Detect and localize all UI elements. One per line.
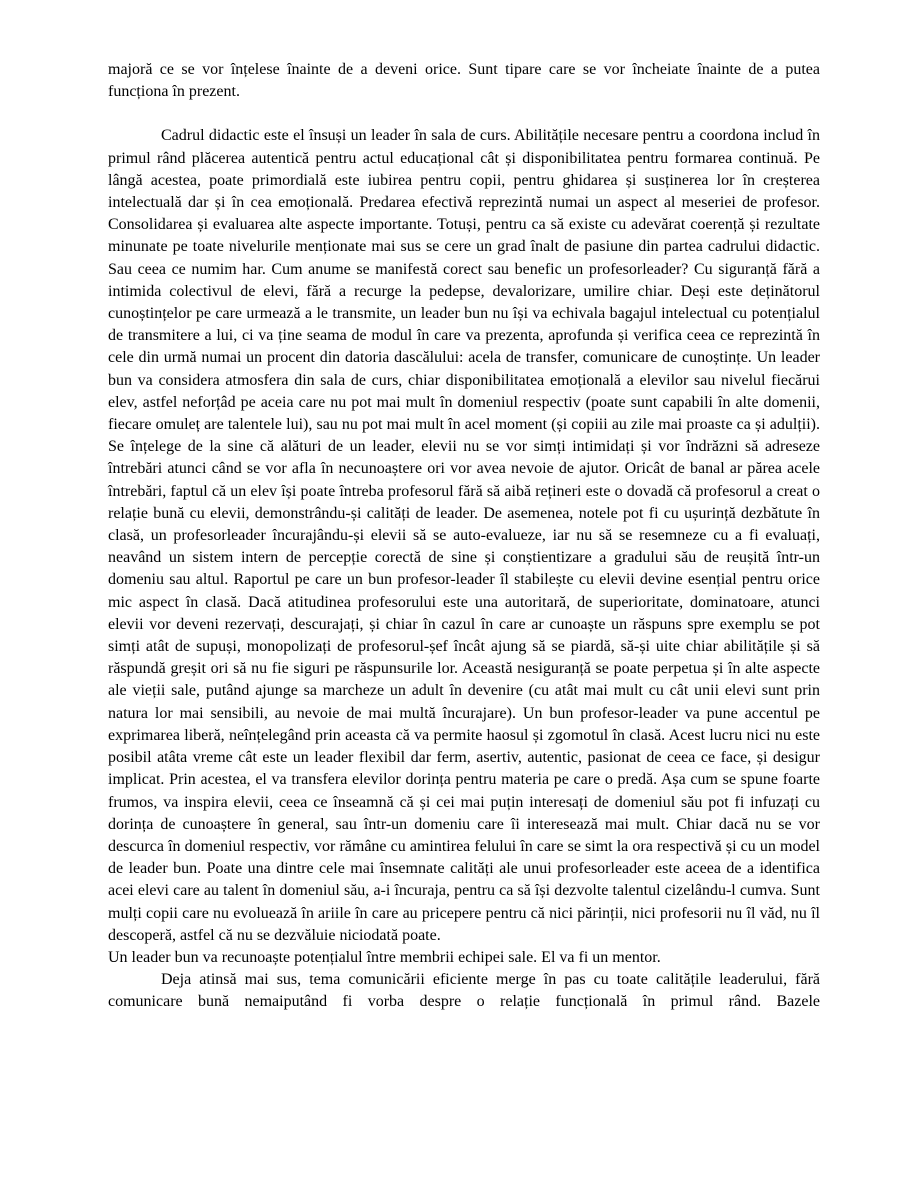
paragraph-mentor: Un leader bun va recunoaște potențialul între membrii echipei sale. El va fi un mentor. <box>108 948 661 966</box>
paragraph-continuation: majoră ce se vor înțelese înainte de a deveni orice. Sunt tipare care se vor încheiate înainte de a putea funcționa în prezent. <box>108 61 820 101</box>
paragraph-spacer <box>108 103 820 125</box>
paragraph-communication: Deja atinsă mai sus, tema comunicării eficiente merge în pas cu toate calitățile leaderului, fără comunicare bună nemaiputând fi vorba despre o relație funcțională în primul rând. Bazele <box>108 971 820 1011</box>
paragraph-leader-teacher: Cadrul didactic este el însuși un leader în sala de curs. Abilitățile necesare pentru a coordona includ în primul rând plăcerea autentică pentru actul educațional cât și disponibilitatea pentru formarea continuă. Pe lângă acestea, poate primordială este iubirea pentru copii, pentru ghidarea și susținerea lor în creșterea intelectuală dar și în cea emoțională. Predarea efectivă reprezintă numai un aspect al meseriei de profesor. Consolidarea și evaluarea alte aspecte importante. Totuși, pentru ca să existe cu adevărat coerență și rezultate minunate pe toate nivelurile menționate mai sus se cere un grad înalt de pasiune din partea cadrului didactic. Sau ceea ce numim har. Cum anume se manifestă corect sau benefic un profesorleader? Cu siguranță fără a intimida colectivul de elevi, fără a recurge la pedepse, devalorizare, umilire chiar. Deși este deținătorul cunoștințelor pe care urmează a le transmite, un leader bun nu își va echivala bagajul intelectual cu potențialul de transmitere a lui, ci va ține seama de modul în care va prezenta, aprofunda și verifica ceea ce reprezintă în cele din urmă numai un procent din datoria dascălului: acela de transfer, comunicare de cunoștințe. Un leader bun va considera atmosfera din sala de curs, chiar disponibilitatea emoțională a elevilor sau nivelul fiecărui elev, astfel neforțâd pe aceia care nu pot mai mult în domeniul respectiv (poate sunt capabili în alte domenii, fiecare omuleț are talentele lui), sau nu pot mai mult în acel moment (și copiii au zile mai proaste ca și adulții). Se înțelege de la sine că alături de un leader, elevii nu se vor simți intimidați și vor îndrăzni să adreseze întrebări atunci când se vor afla în necunoaștere ori vor avea nevoie de ajutor. Oricât de banal ar părea acele întrebări, faptul că un elev își poate întreba profesorul fără să aibă rețineri este o dovadă că profesorul a creat o relație bună cu elevii, demonstrându-și calități de leader. De asemenea, notele pot fi cu ușurință dezbătute în clasă, un profesorleader încurajându-și elevii să se auto-evalueze, iar nu să se resemneze cu a fi evaluați, neavând un sistem intern de percepție corectă de sine și conștientizare a gradului său de reușită într-un domeniu sau altul. Raportul pe care un bun profesor-leader îl stabilește cu elevii devine esențial pentru orice mic aspect în clasă. Dacă atitudinea profesorului este una autoritară, de superioritate, dominatoare, atunci elevii vor deveni rezervați, descurajați, și chiar în cazul în care ar cunoaște un răspuns spre exemplu se pot simți atât de supuși, monopolizați de profesorul-șef încât ajung să se piardă, să-și uite chiar abilitățile și să răspundă greșit ori să nu fie siguri pe răspunsurile lor. Această nesiguranță se poate perpetua și în alte aspecte ale vieții sale, putând ajunge sa marcheze un adult în devenire (cu atât mai mult cu cât unii elevi sunt prin natura lor mai sensibili, au nevoie de mai multă încurajare). Un bun profesor-leader va pune accentul pe exprimarea liberă, neînțelegând prin aceasta că va permite haosul și zgomotul în clasă. Acest lucru nici nu este posibil atâta vreme cât este un leader flexibil dar ferm, asertiv, autentic, pasionat de ceea ce face, și desigur implicat. Prin acestea, el va transfera elevilor dorința pentru materia pe care o predă. Așa cum se spune foarte frumos, va inspira elevii, ceea ce înseamnă că și cei mai puțin interesați de domeniul său pot fi infuzați cu dorința de cunoaștere în general, sau într-un domeniu care îi interesează mai mult. Chiar dacă nu se vor descurca în domeniul respectiv, vor rămâne cu amintirea felului în care se simt la ora respectivă și cu un model de leader bun. Poate una dintre cele mai însemnate calități ale unui profesorleader este aceea de a identifica acei elevi care au talent în domeniul său, a-i încuraja, pentru ca să își dezvolte talentul cizelându-l cumva. Sunt mulți copii care nu evoluează în ariile în care au pricepere pentru că nici părinții, nici profesorii nu îl văd, nu îl descoperă, astfel că nu se dezvăluie niciodată poate. <box>108 127 820 944</box>
document-page <box>108 59 820 1014</box>
